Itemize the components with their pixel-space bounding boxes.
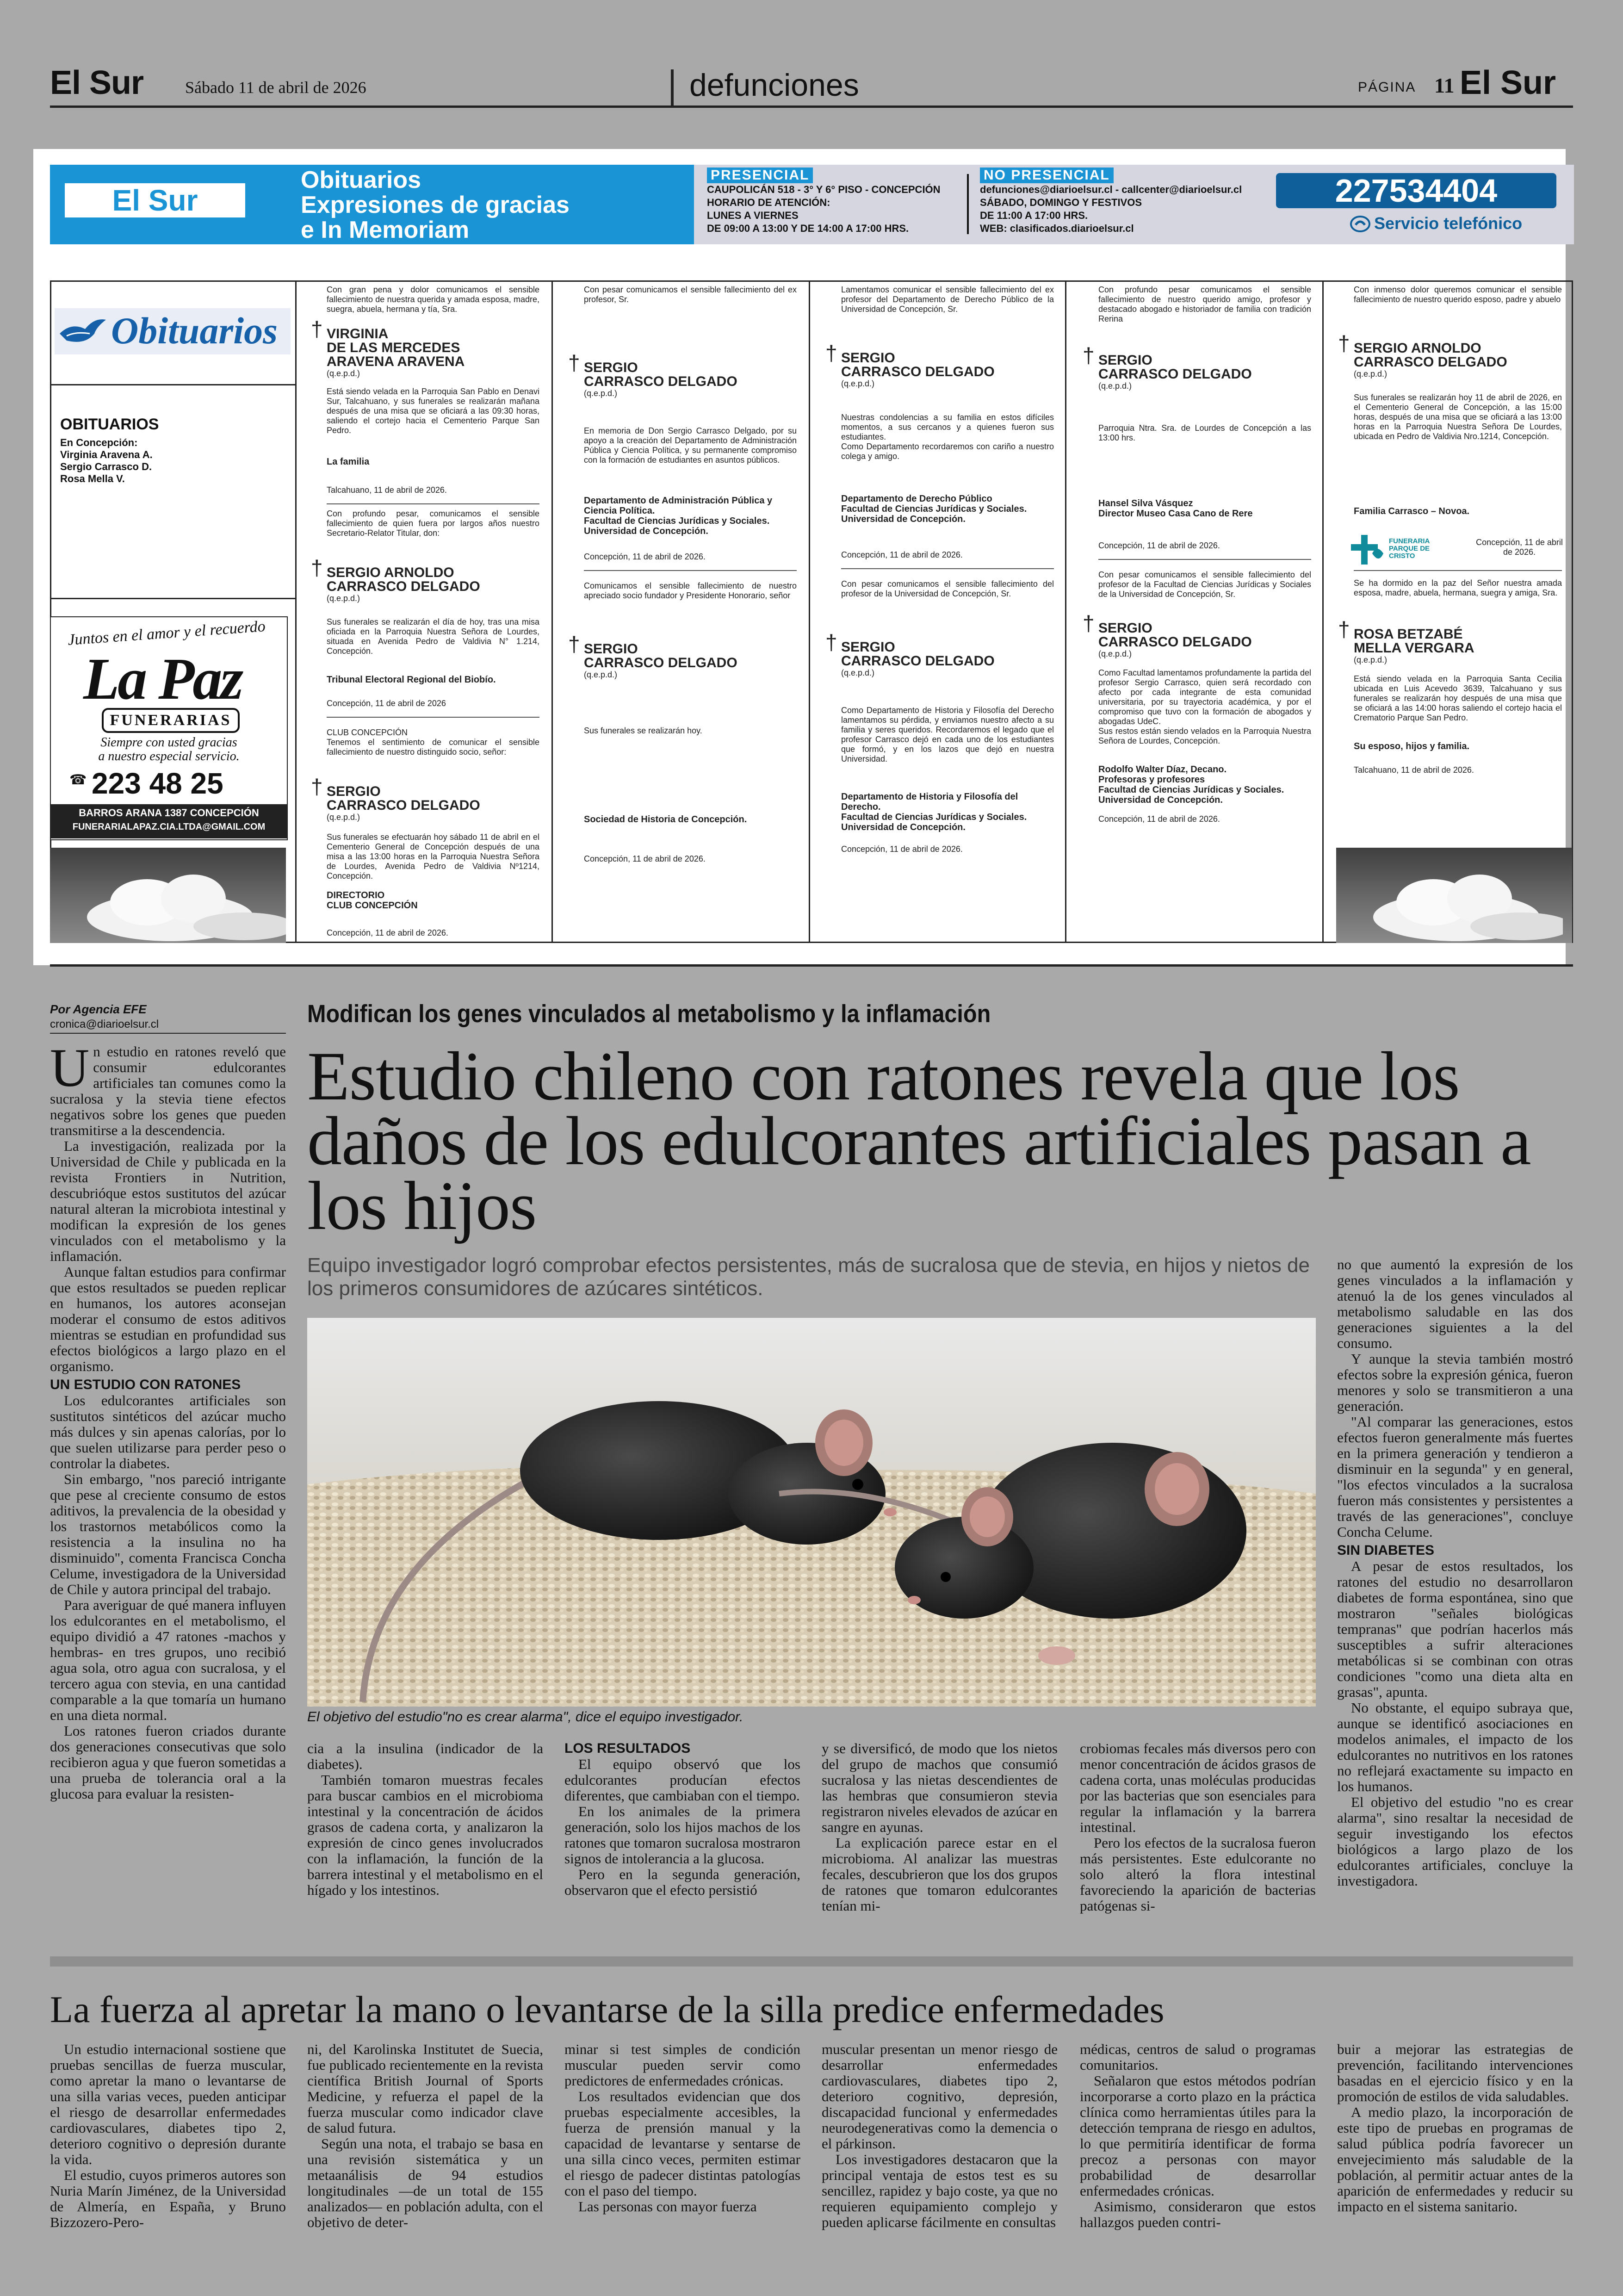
- obit-column-3: [568, 285, 797, 864]
- article-paragraph: Las personas con mayor fuerza: [578, 2198, 757, 2215]
- lapaz-tagline-line: Siempre con usted gracias: [100, 735, 237, 750]
- obit-column-2: [311, 285, 539, 938]
- lapaz-brand: La Paz: [83, 646, 242, 712]
- obit-date: Concepción, 11 de abril de 2026.: [584, 552, 706, 561]
- obit-name: SERGIO CARRASCO DELGADO: [1098, 621, 1252, 650]
- obit-intro: Con profundo pesar, comunicamos el sensible fallecimiento de quien fuera por largos años nuestro Secretario-Relator Titular, don:: [327, 509, 539, 538]
- obit-intro: Comunicamos el sensible fallecimiento de nuestro apreciado socio fundador y Presidente Honorario, señor: [584, 581, 797, 600]
- column-divider: [809, 280, 810, 943]
- left-rule: [50, 384, 295, 385]
- obit-date: Concepción, 11 de abril de 2026.: [841, 550, 963, 559]
- banner-phone: 227534404: [1276, 173, 1556, 208]
- article-paragraph: La investigación, realizada por la Universidad de Chile y publicada en la revista Frontiers in Nutrition, descubrióque estos sustitutos del azúcar natural alteran la microbiota intestinal y modifican la expresión de los genes vinculados con el metabolismo y la inflamación.: [50, 1138, 286, 1264]
- banner-service-label: Servicio telefónico: [1374, 214, 1523, 233]
- masthead-separator: [671, 69, 674, 106]
- obit-qepd: (q.e.p.d.): [584, 670, 618, 679]
- article-paragraph: médicas, centros de salud o programas comunitarios.: [1080, 2041, 1316, 2073]
- article2-column: [564, 2042, 800, 2215]
- article-paragraph: "Al comparar las generaciones, estos efectos fueron generalmente más fuertes en la primera generación y tendieron a disminuir en la segunda" y en general, "los efectos vinculados a la sucralosa fueron más consistentes y persistentes a través de las generaciones", concluye Concha Celume.: [1337, 1414, 1573, 1540]
- obit-sign: Tribunal Electoral Regional del Biobío.: [327, 675, 496, 685]
- obit-intro: Lamentamos comunicar el sensible fallecimiento del ex profesor del Departamento de Derecho Público de la Universidad de Concepción, Sr.: [841, 285, 1054, 314]
- obit-qepd: (q.e.p.d.): [1354, 369, 1388, 379]
- obit-date: Concepción, 11 de abril de 2026: [327, 699, 446, 708]
- cross-icon: †: [311, 556, 323, 580]
- article-paragraph: Pero los efectos de la sucralosa fueron más persistentes. Este edulcorante no solo alteró la flora intestinal favoreciendo la aparición de bacterias patógenas si-: [1080, 1835, 1316, 1914]
- article2-column: [822, 2042, 1058, 2230]
- no-presencial-line: WEB: clasificados.diarioelsur.cl: [980, 223, 1134, 234]
- article-byline: Por Agencia EFE: [50, 1002, 147, 1016]
- article2-column: [307, 2042, 543, 2230]
- column-divider: [1322, 280, 1324, 943]
- article2-column: [1080, 2042, 1316, 2230]
- obit-name: SERGIO CARRASCO DELGADO: [841, 639, 995, 669]
- presencial-line: HORARIO DE ATENCIÓN:: [707, 197, 830, 208]
- obit-sign: Departamento de Administración Pública y Ciencia Política. Facultad de Ciencias Jurídicas y Sociales. Universidad de Concepción.: [584, 496, 773, 536]
- cross-icon: †: [1083, 611, 1095, 635]
- obit-name: SERGIO ARNOLDO CARRASCO DELGADO: [327, 565, 480, 594]
- obituarios-list-item: Sergio Carrasco D.: [60, 461, 152, 472]
- photo-caption: El objetivo del estudio"no es crear alarma", dice el equipo investigador.: [307, 1709, 743, 1725]
- obit-date: Concepción, 11 de abril de 2026.: [584, 854, 706, 863]
- masthead-rule: [50, 105, 1573, 108]
- presencial-line: DE 09:00 A 13:00 Y DE 14:00 A 17:00 HRS.: [707, 223, 909, 234]
- lapaz-tagline-line: a nuestro especial servicio.: [98, 749, 240, 763]
- obit-sign: Sociedad de Historia de Concepción.: [584, 814, 747, 825]
- article-paragraph: Pero en la segunda generación, observaron que el efecto persistió: [564, 1866, 800, 1898]
- obituarios-list: [60, 437, 153, 485]
- article2-headline: La fuerza al apretar la mano o levantarse de la silla predice enfermedades: [50, 1988, 1165, 2030]
- article-paragraph: El equipo observó que los edulcorantes producían efectos diferentes, que cambiaban con el tiempo.: [564, 1756, 800, 1804]
- article-column-b1: [307, 1741, 543, 1898]
- obit-sign: Rodolfo Walter Díaz, Decano. Profesoras y profesores Facultad de Ciencias Jurídicas y Sociales. Universidad de Concepción.: [1098, 764, 1284, 805]
- obituarios-list-item: Virginia Aravena A.: [60, 449, 153, 460]
- obit-intro: CLUB CONCEPCIÓN Tenemos el sentimiento de comunicar el sensible fallecimiento de nuestro distinguido socio, señor:: [327, 728, 539, 757]
- article-paragraph: buir a mejorar las estrategias de prevención, facilitando intervenciones basadas en el ejercicio físico y en la promoción de estilos de vida saludables.: [1337, 2041, 1573, 2104]
- banner-title-line: e In Memoriam: [301, 217, 470, 243]
- phone-icon: [1350, 215, 1370, 233]
- column-divider: [551, 280, 553, 943]
- article-kicker: Modifican los genes vinculados al metabolismo y la inflamación: [307, 1000, 991, 1028]
- article-paragraph: Señalaron que estos métodos podrían incorporarse a corto plazo en la práctica clínica como herramientas útiles para la detección temprana de riesgo en adultos, lo que permitiría identificar de forma precoz a personas con mayor probabilidad de desarrollar enfermedades crónicas.: [1080, 2073, 1316, 2199]
- article-paragraph: minar si test simples de condición muscular pueden servir como predictores de enfermedades crónicas.: [564, 2041, 800, 2089]
- lapaz-phone: 223 48 25: [92, 767, 223, 800]
- article-column-right: [1337, 1257, 1573, 1889]
- obit-divider: [1354, 570, 1562, 571]
- obit-qepd: (q.e.p.d.): [1098, 381, 1132, 391]
- obit-name: SERGIO CARRASCO DELGADO: [584, 360, 737, 389]
- no-presencial-line: SÁBADO, DOMINGO Y FESTIVOS: [980, 197, 1142, 208]
- obit-sign: Departamento de Derecho Público Facultad de Ciencias Jurídicas y Sociales. Universidad de Concepción.: [841, 494, 1027, 524]
- obit-column-6: [1338, 285, 1563, 775]
- obit-body: Parroquia Ntra. Sra. de Lourdes de Concepción a las 13:00 hrs.: [1098, 423, 1311, 442]
- article-paragraph: La explicación parece estar en el microbioma. Al analizar las muestras fecales, descubrieron que los dos grupos de ratones que tomaron edulcorantes tenían mi-: [822, 1835, 1058, 1914]
- presencial-line: CAUPOLICÁN 518 - 3° Y 6° PISO - CONCEPCIÓN: [707, 184, 941, 195]
- article-paragraph: El objetivo del estudio "no es crear alarma", sino resaltar la necesidad de seguir investigando los efectos biológicos a largo plazo de los edulcorantes artificiales, concluye la investigadora.: [1337, 1794, 1573, 1889]
- article2-rule: [50, 1956, 1573, 1967]
- article-paragraph: Los ratones fueron criados durante dos generaciones consecutivas que solo recibieron agua y que fueron sometidas a una prueba de tolerancia oral a la glucosa para evaluar la resisten-: [50, 1723, 286, 1802]
- obit-name: SERGIO CARRASCO DELGADO: [1098, 353, 1252, 382]
- funeral-home-name: FUNERARIA PARQUE DE CRISTO: [1389, 537, 1430, 560]
- obit-intro: Con pesar comunicamos el sensible fallecimiento del profesor de la Universidad de Concepción, Sr.: [841, 579, 1054, 598]
- no-presencial-heading: NO PRESENCIAL: [980, 168, 1114, 183]
- obituarios-logo-text: Obituarios: [111, 310, 278, 352]
- drop-cap: U: [50, 1037, 90, 1098]
- obit-body: Sus funerales se realizarán el día de hoy, tras una misa oficiada en la Parroquia Nuestra Señora de Lourdes, situada en Avenida Pedro de Valdivia N° 1.214, Concepción.: [327, 617, 539, 656]
- obit-body: Está siendo velada en la Parroquia Santa Cecilia ubicada en Luis Acevedo 3639, Talcahuano y sus funerales se realizarán hoy después de una misa que se oficiará a las 14:00 horas saliendo el cortejo hacia el Crematorio Parque San Pedro.: [1354, 674, 1562, 722]
- obit-intro: Con profundo pesar comunicamos el sensible fallecimiento de nuestro querido amigo, profesor y destacado abogado e historiador de familia con tradición Rerina: [1098, 285, 1311, 323]
- article-column-left: [50, 1037, 286, 1802]
- obit-divider: [1098, 559, 1311, 560]
- obit-date: Talcahuano, 11 de abril de 2026.: [327, 485, 447, 495]
- obit-sign: DIRECTORIO CLUB CONCEPCIÓN: [327, 890, 418, 911]
- obituarios-heading: OBITUARIOS: [60, 416, 159, 433]
- article-paragraph: Y aunque la stevia también mostró efectos sobre la expresión génica, fueron menores y solo se transmitieron a una generación.: [1337, 1351, 1573, 1414]
- obit-qepd: (q.e.p.d.): [841, 668, 875, 677]
- article-column-b4: [1080, 1741, 1316, 1914]
- article-column-b2: [564, 1741, 800, 1898]
- article-paragraph: y se diversificó, de modo que los nietos del grupo de machos que consumió sucralosa y las nietas descendientes de las hembras que consumieron stevia registraron niveles elevados de azúcar en sangre en ayunas.: [822, 1740, 1058, 1835]
- obit-body: Sus funerales se efectuarán hoy sábado 11 de abril en el Cementerio General de Concepción después de una misa a las 13:00 horas en la Parroquia Nuestra Señora de Lourdes, Avenida Pedro de Valdivia Nº1214, Concepción.: [327, 832, 539, 881]
- obituarios-list-item: En Concepción:: [60, 437, 138, 448]
- article2-column: [1337, 2042, 1573, 2215]
- article-paragraph: A medio plazo, la incorporación de este tipo de pruebas en programas de salud pública podría favorecer un envejecimiento más saludable de la población, al permitir actuar antes de la aparición de enfermedades y reducir su impacto en el sistema sanitario.: [1337, 2104, 1573, 2215]
- article-paragraph: Aunque faltan estudios para confirmar que estos resultados se pueden replicar en humanos, los autores aconsejan moderar el consumo de estos aditivos mientras se estudian en profundidad sus efectos biológicos a largo plazo en el organismo.: [50, 1264, 286, 1374]
- banner-title-line: Expresiones de gracias: [301, 192, 570, 218]
- presencial-line: LUNES A VIERNES: [707, 210, 799, 221]
- obit-name: ROSA BETZABÉ MELLA VERGARA: [1354, 627, 1474, 656]
- obit-date: Concepción, 11 de abril de 2026.: [1098, 814, 1220, 824]
- clouds-shape: [50, 848, 286, 943]
- obit-date: Concepción, 11 de abril de 2026.: [1098, 541, 1220, 550]
- clouds-image: [1336, 848, 1572, 943]
- cross-icon: †: [1083, 343, 1095, 367]
- article-paragraph: También tomaron muestras fecales para buscar cambios en el microbioma intestinal y la concentración de ácidos grasos de cadena corta, y analizaron la expresión de cinco genes involucrados con la inflamación, la función de la barrera intestinal y el metabolismo en el hígado y los intestinos.: [307, 1772, 543, 1898]
- obit-body: Sus funerales se realizarán hoy.: [584, 726, 702, 735]
- obit-body: Como Facultad lamentamos profundamente la partida del profesor Sergio Carrasco, quien será recordado con afecto por cada integrante de esta comunidad universitaria, por su trayectoria académica, y por el compromiso que tuvo con la formación de abogados y abogadas UdeC. Sus restos están siendo velados en la Parroquia Nuestra Señora de Lourdes, Concepción.: [1098, 668, 1311, 745]
- left-rule: [50, 598, 295, 599]
- banner-no-presencial: [980, 168, 1258, 235]
- no-presencial-line: defunciones@diarioelsur.cl - callcenter@diarioelsur.cl: [980, 184, 1242, 195]
- article-paragraph: Los resultados evidencian que dos pruebas especialmente accesibles, la fuerza de prensión manual y la capacidad de levantarse y sentarse de una silla cinco veces, permiten estimar el riesgo de padecer distintas patologías con el paso del tiempo.: [564, 2088, 800, 2199]
- cross-icon: †: [825, 630, 837, 654]
- obit-qepd: (q.e.p.d.): [841, 379, 875, 388]
- obit-intro: Con pesar comunicamos el sensible fallecimiento del profesor de la Facultad de Ciencias Jurídicas y Sociales de la Universidad de Concepción, Sr.: [1098, 570, 1311, 599]
- article-top-rule: [50, 964, 1573, 967]
- article-paragraph: El estudio, cuyos primeros autores son Nuria Marín Jiménez, de la Universidad de Almería, en España, y Bruno Bizzozero-Pero-: [50, 2167, 286, 2230]
- cross-icon: †: [568, 632, 580, 656]
- cross-icon: †: [568, 351, 580, 375]
- clouds-image: [50, 848, 286, 943]
- masthead-brand-right: El Sur: [1460, 64, 1556, 101]
- lapaz-tagline-top: Juntos en el amor y el recuerdo: [67, 618, 266, 649]
- obituaries-grid: [50, 280, 1573, 943]
- obit-date: Concepción, 11 de abril de 2026.: [841, 844, 963, 854]
- cross-icon: †: [311, 317, 323, 341]
- obit-qepd: (q.e.p.d.): [584, 389, 618, 398]
- article-section-heading: SIN DIABETES: [1337, 1543, 1435, 1558]
- banner-title-line: Obituarios: [301, 167, 421, 193]
- article-paragraph: Según una nota, el trabajo se basa en una revisión sistemática y un metaanálisis de 94 estudios longitudinales —de un total de 155 analizados— en población adulta, con el objetivo de deter-: [307, 2135, 543, 2230]
- obit-intro: Con pesar comunicamos el sensible fallecimiento del ex profesor, Sr.: [584, 285, 797, 304]
- obit-column-4: [825, 285, 1054, 854]
- banner-logo: El Sur: [65, 183, 245, 217]
- masthead-brand: El Sur: [50, 64, 144, 101]
- byline-rule: [50, 1033, 286, 1034]
- obit-intro: Con gran pena y dolor comunicamos el sensible fallecimiento de nuestra querida y amada esposa, madre, suegra, abuela, hermana y tía, Sra.: [327, 285, 539, 314]
- obit-body: En memoria de Don Sergio Carrasco Delgado, por su apoyo a la creación del Departamento de Administración Pública y Ciencia Política, y su permanente compromiso con la formación de estudiantes en asuntos públicos.: [584, 426, 797, 465]
- obit-sign: Departamento de Historia y Filosofía del Derecho. Facultad de Ciencias Jurídicas y Sociales. Universidad de Concepción.: [841, 792, 1027, 832]
- banner-presencial: [707, 168, 957, 235]
- obit-body: Sus funerales se realizarán hoy 11 de abril de 2026, en el Cementerio General de Concepción, a las 15:00 horas, después de una misa que se oficiará a las 13:00 horas en la Parroquia Nuestra Señora De Lourdes, ubicada en Pedro de Valdivia Nro.1214, Concepción.: [1354, 393, 1562, 441]
- obit-divider: [327, 717, 539, 718]
- obit-intro: Con inmenso dolor queremos comunicar el sensible fallecimiento de nuestro querido esposo, padre y abuelo: [1354, 285, 1562, 304]
- article-section-heading: UN ESTUDIO CON RATONES: [50, 1377, 241, 1392]
- article-paragraph: ni, del Karolinska Institutet de Suecia, fue publicado recientemente en la revista científica British Journal of Sports Medicine, y refuerza el papel de la fuerza muscular como indicador clave de salud futura.: [307, 2041, 543, 2136]
- article-paragraph: No obstante, el equipo subraya que, aunque se identificó asociaciones en modelos animales, el impacto de los edulcorantes no nutritivos en los ratones no reflejará exactamente su impacto en los humanos.: [1337, 1700, 1573, 1794]
- obit-date: Concepción, 11 de abril de 2026.: [327, 928, 448, 937]
- cross-icon: †: [311, 775, 323, 799]
- cross-icon: †: [1338, 331, 1350, 355]
- lapaz-sub: FUNERARIAS: [102, 708, 240, 733]
- article-email: cronica@diarioelsur.cl: [50, 1018, 159, 1030]
- column-divider: [1065, 280, 1066, 943]
- article-paragraph: Para averiguar de qué manera influyen los edulcorantes en el metabolismo, el equipo dividió a 47 ratones -machos y hembras- en tres grupos, uno recibió agua sola, otro agua con sucralosa, y el tercero agua con stevia, en una cantidad comparable a la que tomaría un humano en una dieta normal.: [50, 1597, 286, 1723]
- article-paragraph: Sin embargo, "nos pareció intrigante que pese al creciente consumo de estos aditivos, la prevalencia de la obesidad y los trastornos metabólicos como la resistencia a la insulina no ha disminuido", comenta Francisca Concha Celume, investigadora de la Universidad de Chile y autora principal del trabajo.: [50, 1471, 286, 1597]
- obit-sign: Su esposo, hijos y familia.: [1354, 741, 1470, 751]
- section-title: defunciones: [689, 68, 859, 103]
- telephone-icon: ☎: [69, 772, 87, 788]
- article2-column: [50, 2042, 286, 2230]
- article-paragraph: Los edulcorantes artificiales son sustitutos sintéticos del azúcar mucho más dulces y sin apenas calorías, por lo que suelen utilizarse para perder peso o controlar la diabetes.: [50, 1392, 286, 1471]
- obit-column-5: [1083, 285, 1311, 824]
- article-section-heading: LOS RESULTADOS: [564, 1741, 691, 1756]
- obit-divider: [584, 570, 797, 571]
- obit-name: SERGIO CARRASCO DELGADO: [841, 350, 995, 379]
- obit-name: SERGIO ARNOLDO CARRASCO DELGADO: [1354, 341, 1507, 370]
- banner-divider: [967, 174, 969, 234]
- obit-name: SERGIO CARRASCO DELGADO: [584, 641, 737, 670]
- obit-name: SERGIO CARRASCO DELGADO: [327, 784, 480, 813]
- page-label: PÁGINA: [1358, 80, 1416, 95]
- mice-photo: [307, 1318, 1316, 1706]
- obit-qepd: (q.e.p.d.): [327, 594, 360, 603]
- obit-body: Está siendo velada en la Parroquia San Pablo en Denavi Sur, Talcahuano, y sus funerales se realizarán mañana después de una misa que se oficiará a las 09:30 horas, saliendo el cortejo hacia el Cementerio Parque San Pedro.: [327, 387, 539, 435]
- obit-name: VIRGINIA DE LAS MERCEDES ARAVENA ARAVENA: [327, 326, 465, 369]
- obit-sign: Hansel Silva Vásquez Director Museo Casa Cano de Rere: [1098, 498, 1253, 519]
- cross-icon: †: [825, 341, 837, 365]
- article-paragraph: muscular presentan un menor riesgo de desarrollar enfermedades cardiovasculares, diabetes tipo 2, deterioro cognitivo, depresión, discapacidad funcional y enfermedades neurodegenerativas como la demencia o el párkinson.: [822, 2041, 1058, 2152]
- no-presencial-line: DE 11:00 A 17:00 HRS.: [980, 210, 1088, 221]
- article-subhead: Equipo investigador logró comprobar efectos persistentes, más de sucralosa que de stevia, en hijos y nietos de los primeros consumidores de azúcares sintéticos.: [307, 1254, 1310, 1300]
- obit-intro: Se ha dormido en la paz del Señor nuestra amada esposa, madre, abuela, hermana, suegra y amiga, Sra.: [1354, 578, 1562, 597]
- article-photo: [307, 1318, 1316, 1706]
- lapaz-ad: [50, 616, 288, 840]
- cross-icon: †: [1338, 617, 1350, 641]
- clouds-shape: [1336, 848, 1563, 943]
- obit-qepd: (q.e.p.d.): [1098, 649, 1132, 658]
- article-paragraph: A pesar de estos resultados, los ratones del estudio no desarrollaron diabetes de forma espontánea, sino que mostraron "señales biológicas tempranas" que podrían hacerlos más susceptibles a sufrir alteraciones metabólicas si se combinan con otras condiciones "como una dieta alta en grasas", apunta.: [1337, 1558, 1573, 1700]
- obit-date: Concepción, 11 de abril de 2026.: [1476, 538, 1563, 557]
- lapaz-address: BARROS ARANA 1387 CONCEPCIÓN: [79, 807, 259, 819]
- banner-title: [301, 168, 570, 242]
- obit-sign: La familia: [327, 457, 370, 467]
- article-paragraph: En los animales de la primera generación, solo los hijos machos de los ratones que tomaron sucralosa mostraron signos de intolerancia a la glucosa.: [564, 1803, 800, 1867]
- article-paragraph: crobiomas fecales más diversos pero con menor concentración de ácidos grasos de cadena corta, unas moléculas producidas por las bacterias que son esenciales para regular la inflamación y la barrera intestinal.: [1080, 1740, 1316, 1835]
- column-divider: [295, 280, 297, 943]
- funeral-home-row: [1354, 533, 1562, 570]
- article-paragraph: n estudio en ratones reveló que consumir edulcorantes artificiales tan comunes como la sucralosa y la stevia tiene efectos negativos sobre los genes que pueden transmitirse a la descendencia.: [50, 1043, 286, 1138]
- obit-date: Talcahuano, 11 de abril de 2026.: [1354, 765, 1474, 775]
- masthead-date: Sábado 11 de abril de 2026: [185, 78, 366, 97]
- obit-body: Como Departamento de Historia y Filosofía del Derecho lamentamos su pérdida, y enviamos nuestro afecto a su familia y seres queridos. Recordaremos el legado que el profesor Carrasco dejó en cada uno de los estudiantes que formó, y en los lazos que dejó en nuestra Universidad.: [841, 706, 1054, 763]
- lapaz-email: FUNERARIALAPAZ.CIA.LTDA@GMAIL.COM: [72, 822, 266, 832]
- article-paragraph: Un estudio internacional sostiene que pruebas sencillas de fuerza muscular, como apretar la mano o levantarse de una silla varias veces, pueden anticipar el riesgo de desarrollar enfermedades cardiovasculares, diabetes tipo 2, deterioro cognitivo o depresión durante la vida.: [50, 2041, 286, 2167]
- obit-body: Nuestras condolencias a su familia en estos difíciles momentos, a sus cercanos y a quienes fueron sus estudiantes. Como Departamento recordaremos con cariño a nuestro colega y amigo.: [841, 413, 1054, 461]
- lapaz-tagline-bottom: [69, 736, 268, 763]
- article-paragraph: no que aumentó la expresión de los genes vinculados a la inflamación y atenuó la de los genes vinculados al metabolismo saludable en las dos generaciones siguientes a la del consumo.: [1337, 1256, 1573, 1351]
- page-number: 11: [1434, 74, 1455, 97]
- obituarios-list-item: Rosa Mella V.: [60, 473, 125, 484]
- presencial-heading: PRESENCIAL: [707, 168, 813, 183]
- article-paragraph: cia a la insulina (indicador de la diabetes).: [307, 1740, 543, 1772]
- article-headline: Estudio chileno con ratones revela que los daños de los edulcorantes artificiales pasan a los hijos: [307, 1038, 1531, 1244]
- obit-sign: Familia Carrasco – Novoa.: [1354, 506, 1470, 516]
- article-paragraph: Asimismo, consideraron que estos hallazgos pueden contri-: [1080, 2198, 1316, 2230]
- dove-icon: [57, 313, 108, 350]
- obit-qepd: (q.e.p.d.): [327, 369, 360, 378]
- obit-qepd: (q.e.p.d.): [1354, 655, 1388, 664]
- funeral-home-icon: [1349, 533, 1386, 566]
- article-column-b3: [822, 1741, 1058, 1914]
- obit-divider: [327, 503, 539, 504]
- article-paragraph: Los investigadores destacaron que la principal ventaja de estos test es su sencillez, rapidez y bajo coste, ya que no requieren equipamiento complejo y pueden aplicarse fácilmente en consultas: [822, 2151, 1058, 2230]
- obit-qepd: (q.e.p.d.): [327, 813, 360, 822]
- obit-divider: [841, 568, 1054, 569]
